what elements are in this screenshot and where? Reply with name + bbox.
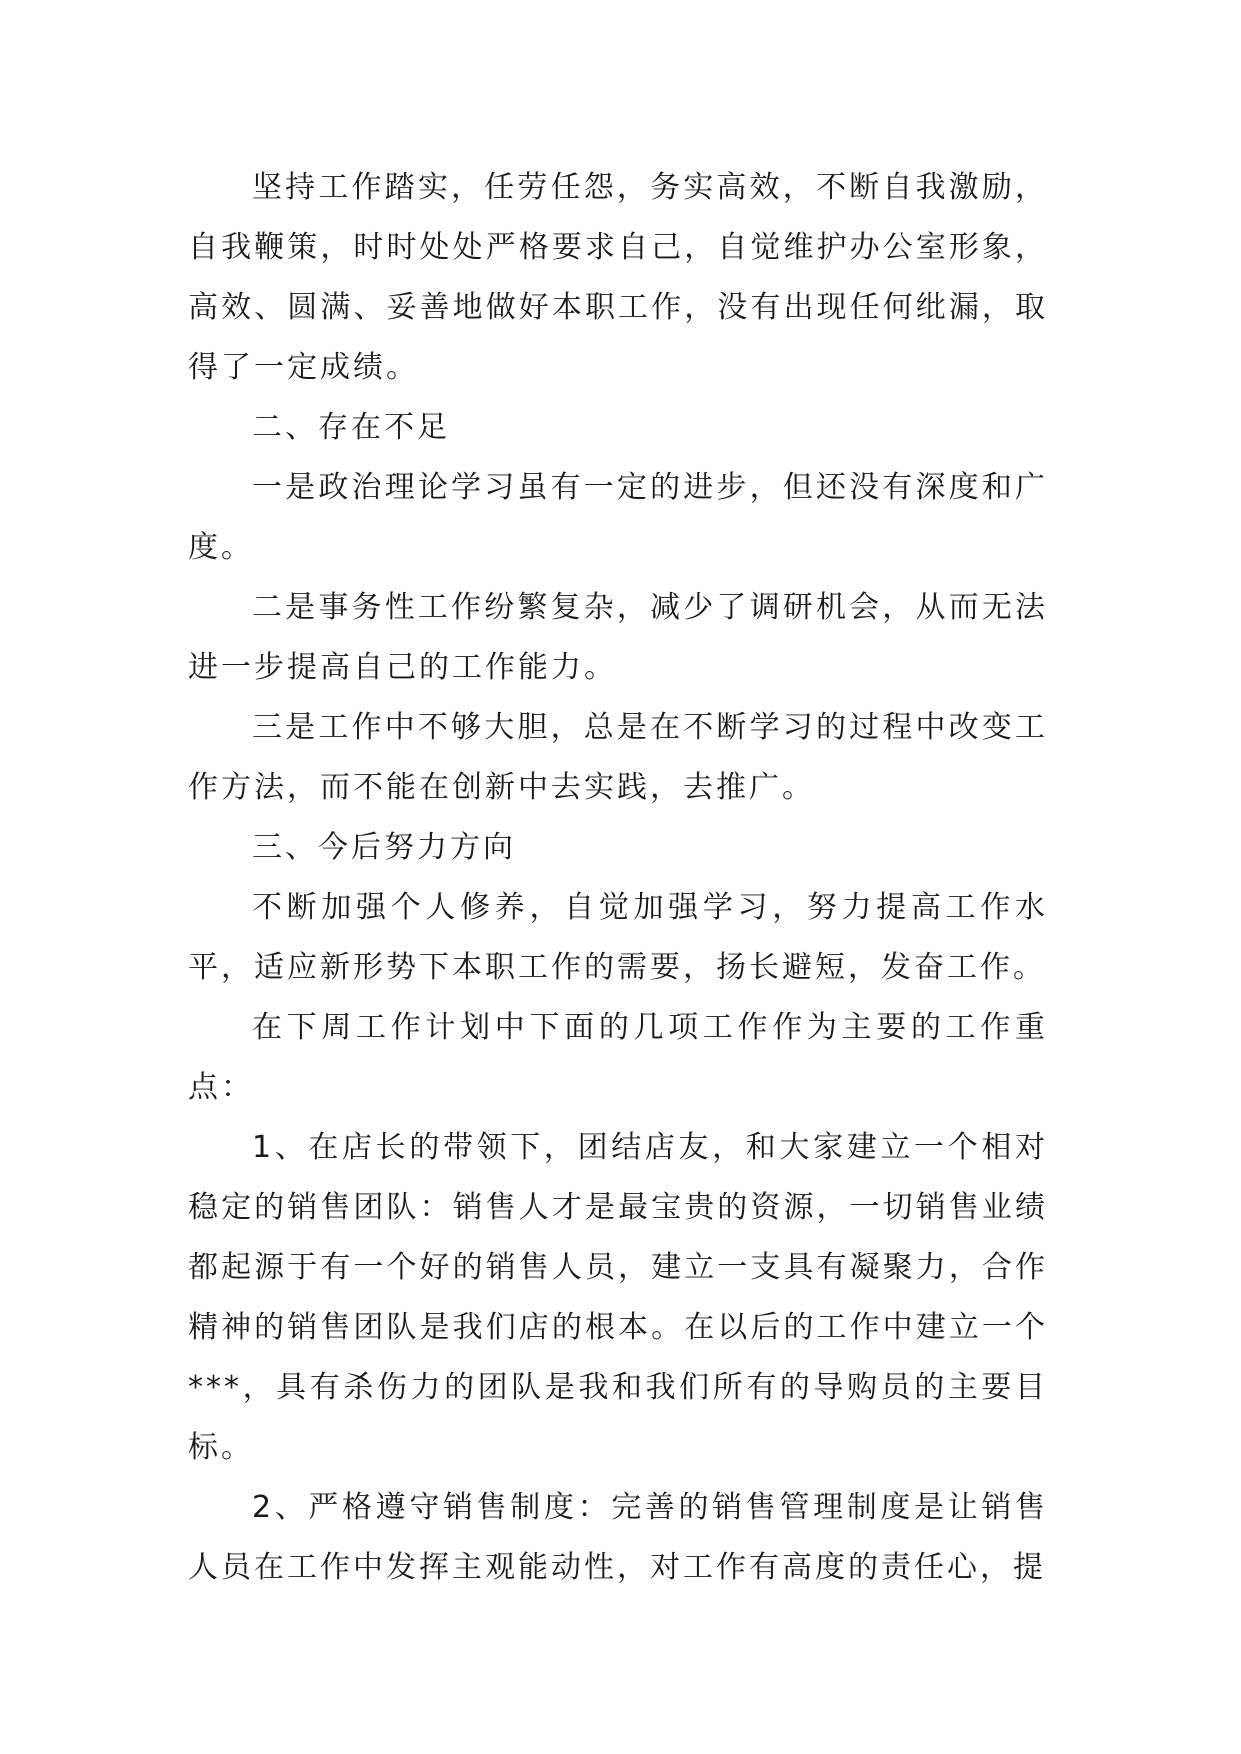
paragraph-work-attitude: 坚持工作踏实，任劳任怨，务实高效，不断自我激励，自我鞭策，时时处处严格要求自己，自觉维护办公室形象，高效、圆满、妥善地做好本职工作，没有出现任何纰漏，取得了一定成绩。 <box>188 170 1048 385</box>
paragraph-future-direction: 不断加强个人修养，自觉加强学习，努力提高工作水平，适应新形势下本职工作的需要，扬长避短，发奋工作。 <box>188 890 1048 985</box>
paragraph-shortcoming-3: 三是工作中不够大胆，总是在不断学习的过程中改变工作方法，而不能在创新中去实践，去推广。 <box>188 710 1048 805</box>
paragraph-plan-item-1: 1、在店长的带领下，团结店友，和大家建立一个相对稳定的销售团队：销售人才是最宝贵的资源，一切销售业绩都起源于有一个好的销售人员，建立一支具有凝聚力，合作精神的销售团队是我们店的根本。在以后的工作中建立一个***，具有杀伤力的团队是我和我们所有的导购员的主要目标。 <box>188 1130 1048 1465</box>
section-heading-shortcomings: 二、存在不足 <box>252 410 450 445</box>
paragraph-shortcoming-1: 一是政治理论学习虽有一定的进步，但还没有深度和广度。 <box>188 470 1048 565</box>
paragraph-shortcoming-2: 二是事务性工作纷繁复杂，减少了调研机会，从而无法进一步提高自己的工作能力。 <box>188 590 1048 685</box>
paragraph-next-week-plan: 在下周工作计划中下面的几项工作作为主要的工作重点： <box>188 1010 1048 1105</box>
paragraph-plan-item-2: 2、严格遵守销售制度：完善的销售管理制度是让销售人员在工作中发挥主观能动性，对工作有高度的责任心，提 <box>188 1490 1048 1585</box>
section-heading-future-direction: 三、今后努力方向 <box>252 830 516 865</box>
document-body <box>188 158 1048 1598</box>
